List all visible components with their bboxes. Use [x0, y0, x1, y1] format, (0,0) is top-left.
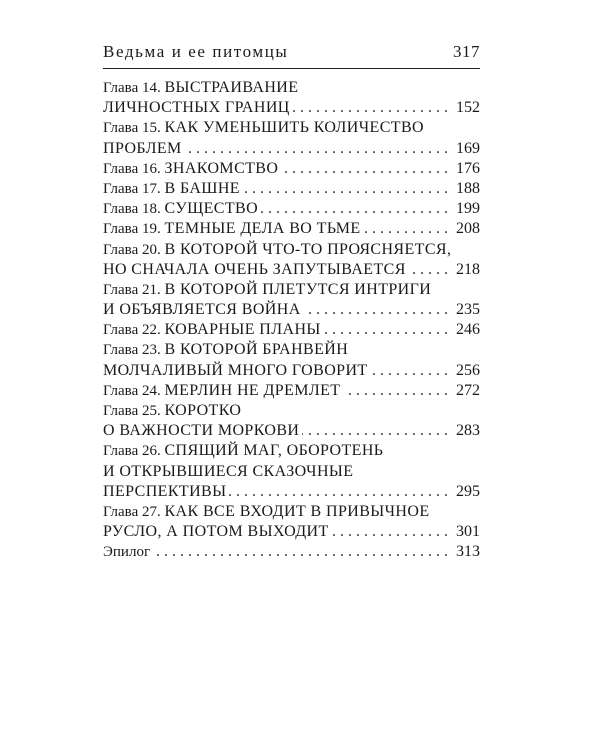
toc-label [103, 442, 386, 459]
chapter-page-number: 235 [451, 300, 480, 320]
toc-label [103, 362, 371, 379]
chapter-page-number: 218 [451, 260, 480, 280]
chapter-prefix: Эпилог [103, 544, 151, 561]
toc-entry [103, 179, 480, 199]
toc-entry [103, 441, 480, 502]
chapter-title: СПЯЩИЙ МАГ, ОБОРОТЕНЬ [164, 442, 384, 460]
chapter-title: МЕРЛИН НЕ ДРЕМЛЕТ [164, 381, 341, 399]
toc-label [103, 402, 244, 419]
chapter-page-number: 188 [451, 179, 480, 199]
running-head [103, 40, 480, 64]
toc-label [103, 140, 185, 157]
chapter-title: РУСЛО, А ПОТОМ ВЫХОДИТ [103, 523, 329, 541]
header-rule [103, 68, 480, 69]
chapter-page-number: 169 [451, 139, 480, 159]
toc-entry [103, 381, 480, 401]
chapter-prefix: Глава 22. [103, 322, 165, 339]
chapter-page-number: 199 [451, 199, 480, 219]
chapter-prefix: Глава 27. [103, 503, 165, 520]
toc-line [103, 462, 480, 482]
chapter-page-number: 295 [451, 482, 480, 502]
toc-label [103, 523, 332, 540]
chapter-prefix: Глава 25. [103, 403, 165, 419]
toc-line [103, 502, 480, 522]
toc-entry [103, 542, 480, 562]
toc-entry [103, 340, 480, 380]
toc-label [103, 160, 281, 177]
chapter-title: В КОТОРОЙ ПЛЕТУТСЯ ИНТРИГИ [164, 280, 432, 298]
chapter-prefix: Глава 19. [103, 221, 165, 238]
chapter-title: В БАШНЕ [164, 179, 240, 197]
chapter-title: КАК ВСЕ ВХОДИТ В ПРИВЫЧНОЕ [164, 502, 430, 520]
chapter-title: О ВАЖНОСТИ МОРКОВИ [103, 422, 300, 440]
chapter-title: ВЫСТРАИВАНИЕ [164, 79, 299, 96]
toc-label [103, 119, 427, 136]
toc-label [103, 79, 301, 96]
chapter-page-number: 256 [451, 361, 480, 381]
toc-label [103, 483, 229, 500]
toc-line [103, 118, 480, 138]
chapter-prefix: Глава 15. [103, 120, 165, 137]
chapter-title: СУЩЕСТВО [164, 200, 259, 218]
toc-entry [103, 320, 480, 340]
toc-line [103, 421, 480, 441]
chapter-page-number: 301 [451, 522, 480, 542]
toc-entry [103, 78, 480, 118]
toc-line [103, 240, 480, 260]
toc-entry [103, 280, 480, 320]
chapter-page-number: 283 [451, 421, 480, 441]
chapter-title: МОЛЧАЛИВЫЙ МНОГО ГОВОРИТ [103, 361, 368, 379]
toc-line [103, 361, 480, 381]
chapter-prefix: Глава 18. [103, 201, 165, 218]
toc-label [103, 281, 434, 298]
toc-line [103, 381, 480, 401]
toc-label [103, 301, 304, 318]
chapter-page-number: 272 [451, 381, 480, 401]
toc-line [103, 78, 480, 98]
chapter-page-number: 313 [451, 542, 480, 562]
chapter-page-number: 176 [451, 159, 480, 179]
toc-line [103, 139, 480, 159]
toc-line [103, 441, 480, 461]
toc-label [103, 463, 356, 480]
chapter-title: ТЕМНЫЕ ДЕЛА ВО ТЬМЕ [164, 220, 361, 238]
toc-label [103, 241, 454, 258]
toc-entry [103, 118, 480, 158]
chapter-title: КОРОТКО [164, 402, 242, 419]
toc-line [103, 522, 480, 542]
page-number: 317 [453, 42, 480, 61]
toc-entry [103, 240, 480, 280]
toc-entry [103, 401, 480, 441]
toc-label [103, 382, 343, 399]
chapter-title: ЛИЧНОСТНЫХ ГРАНИЦ [103, 99, 290, 117]
chapter-title: В КОТОРОЙ ЧТО-ТО ПРОЯСНЯЕТСЯ, [164, 240, 452, 258]
chapter-title: И ОБЪЯВЛЯЕТСЯ ВОЙНА [103, 301, 301, 319]
toc-entry [103, 199, 480, 219]
toc-entry [103, 502, 480, 542]
toc-label [103, 321, 324, 338]
chapter-prefix: Глава 26. [103, 443, 165, 460]
toc-label [103, 422, 302, 439]
toc-line [103, 199, 480, 219]
chapter-prefix: Глава 16. [103, 160, 165, 177]
chapter-title: НО СНАЧАЛА ОЧЕНЬ ЗАПУТЫВАЕТСЯ [103, 260, 406, 278]
toc-label [103, 503, 433, 520]
chapter-page-number: 152 [451, 98, 480, 118]
toc-label [103, 543, 153, 560]
chapter-title: ЗНАКОМСТВО [164, 159, 279, 177]
toc-line [103, 280, 480, 300]
toc-line [103, 300, 480, 320]
chapter-title: КОВАРНЫЕ ПЛАНЫ [164, 321, 321, 339]
toc-line [103, 98, 480, 118]
toc-label [103, 99, 293, 116]
toc-line [103, 401, 480, 421]
chapter-prefix: Глава 21. [103, 281, 165, 298]
table-of-contents [103, 78, 480, 563]
toc-line [103, 482, 480, 502]
toc-line [103, 159, 480, 179]
chapter-title: ПЕРСПЕКТИВЫ [103, 482, 227, 500]
chapter-page-number: 208 [451, 219, 480, 239]
chapter-title: В КОТОРОЙ БРАНВЕЙН [164, 341, 349, 359]
toc-line [103, 542, 480, 562]
toc-line [103, 340, 480, 360]
toc-line [103, 320, 480, 340]
toc-line [103, 179, 480, 199]
chapter-title: ПРОБЛЕМ [103, 139, 182, 157]
chapter-prefix: Глава 23. [103, 342, 165, 359]
chapter-prefix: Глава 20. [103, 241, 165, 258]
chapter-page-number: 246 [451, 320, 480, 340]
toc-label [103, 341, 351, 358]
chapter-prefix: Глава 24. [103, 382, 165, 399]
toc-entry [103, 219, 480, 239]
dot-leader [103, 542, 480, 562]
chapter-prefix: Глава 17. [103, 180, 165, 197]
chapter-title: И ОТКРЫВШИЕСЯ СКАЗОЧНЫЕ [103, 462, 354, 480]
toc-line [103, 219, 480, 239]
toc-label [103, 261, 409, 278]
book-title: Ведьма и ее питомцы [103, 42, 289, 61]
toc-line [103, 260, 480, 280]
toc-entry [103, 159, 480, 179]
toc-label [103, 200, 261, 217]
toc-label [103, 180, 243, 197]
chapter-prefix: Глава 14. [103, 80, 165, 96]
chapter-title: КАК УМЕНЬШИТЬ КОЛИЧЕСТВО [164, 119, 424, 137]
toc-label [103, 220, 364, 237]
